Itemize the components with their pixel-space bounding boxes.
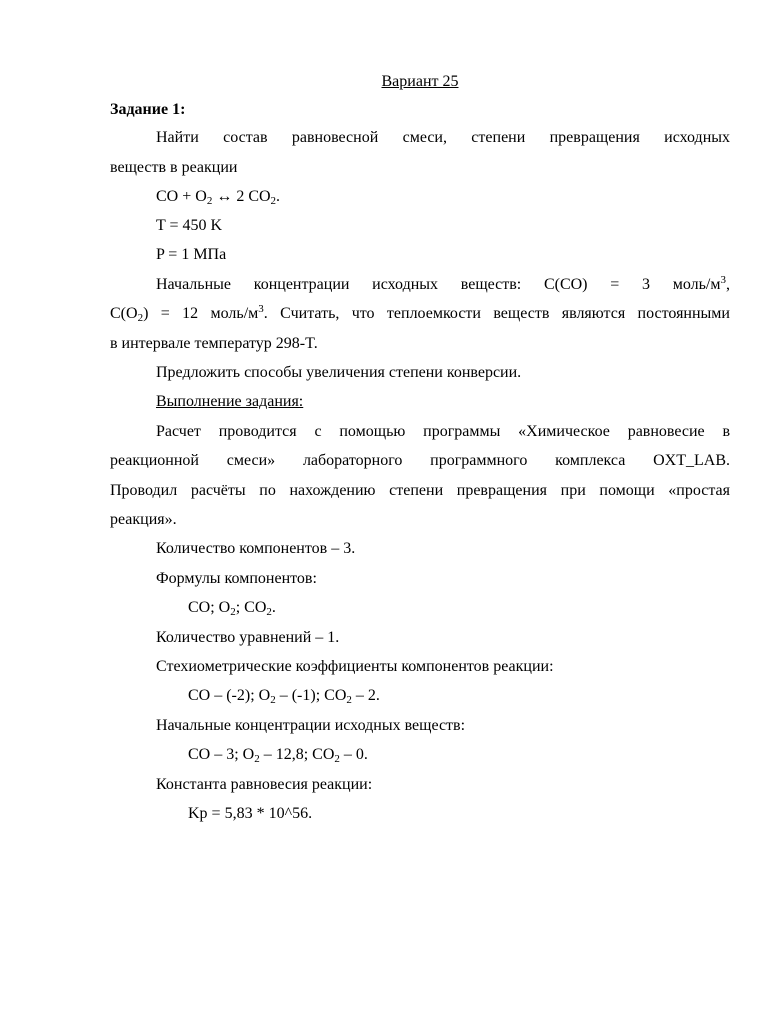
stoichiometry-list: CO – (-2); $O_2 - (-1)$; $CO_2 - 2$. (188, 687, 380, 706)
initial-concentration-list: CO – 3; $O_2 - 12,8$; $CO_2 - 0$. (188, 746, 368, 765)
equilibrium-constant-label: Константа равновесия реакции: (156, 776, 373, 793)
calculation-line-2: реакционной смеси» лабораторного программного комплекса OXT_LAB. (110, 452, 730, 469)
concentration-line-2: $C(O_2) = 12$ моль/$м^3$. Считать, что теплоемкости веществ являются постоянными (110, 303, 730, 324)
reaction-equation: CO + $O_2$ ↔ 2 $CO_2$. (156, 188, 281, 207)
suggestion-text: Предложить способы увеличения степени конверсии. (156, 364, 522, 381)
formulas-label: Формулы компонентов: (156, 570, 317, 587)
equations-count: Количество уравнений – 1. (156, 629, 340, 646)
temperature-value: T = 450 K (156, 217, 223, 234)
solution-heading: Выполнение задания: (156, 393, 304, 410)
equilibrium-constant-value: Kp = 5,83 * 10^56. (188, 805, 313, 822)
document-title: Вариант 25 (381, 73, 459, 90)
initial-concentration-label: Начальные концентрации исходных веществ: (156, 717, 466, 734)
task-text-line-1: Найти состав равновесной смеси, степени превращения исходных (156, 129, 730, 146)
components-count: Количество компонентов – 3. (156, 540, 356, 557)
calculation-line-3: Проводил расчёты по нахождению степени превращения при помощи «простая (110, 482, 730, 499)
formulas-list: CO; $O_2$; $CO_2$. (188, 599, 276, 618)
concentration-line-1: Начальные концентрации исходных веществ: C(CO) = 3 моль/$м^3$, (156, 274, 730, 293)
calculation-line-1: Расчет проводится с помощью программы «Химическое равновесие в (156, 423, 730, 440)
concentration-line-3: в интервале температур 298-T. (110, 335, 318, 352)
calculation-line-4: реакция». (110, 511, 177, 528)
task-heading: Задание 1: (110, 101, 186, 118)
stoichiometry-label: Стехиометрические коэффициенты компонентов реакции: (156, 658, 554, 675)
task-text-line-2: веществ в реакции (110, 159, 238, 176)
pressure-value: P = 1 МПа (156, 246, 227, 263)
